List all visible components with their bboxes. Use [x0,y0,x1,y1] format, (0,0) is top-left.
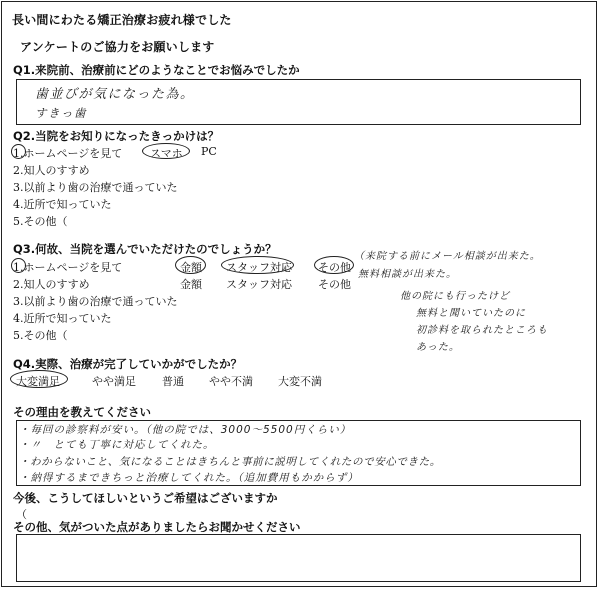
q1-answer-line1: 歯並びが気になった為。 [35,87,195,102]
q3-note-line3: 他の院にも行ったけど [400,291,510,302]
q4-option-somewhat-unsatisfied: やや不満 [209,375,253,388]
q2-option-1: 1.ホームページを見て [13,147,123,160]
q4-very-satisfied-circle-mark [10,370,68,388]
q3-option-1: 1.ホームページを見て [13,261,123,274]
q4-option-neutral: 普通 [162,375,184,388]
q2-option-4: 4.近所で知っていた [13,198,112,211]
reason-answer-box [16,420,581,486]
q3-other-label-1: その他 [318,261,351,274]
q3-staff-circle-mark [221,256,294,274]
hope-paren: （ [16,508,27,521]
q4-option-very-satisfied: 大変満足 [16,375,60,388]
q1-answer-line2: すきっ歯 [35,106,87,120]
q4-question: Q4.実際、治療が完了していかがでしたか？ [13,357,243,371]
reason-line3: ・わからないこと、気になることはきちんと事前に説明してくれたので安心できた。 [19,456,441,468]
q3-note-line2: 無料相談が出来た。 [358,269,457,280]
q2-smartphone-circle-mark [142,143,190,159]
q3-fee-circle-mark [175,256,206,274]
q3-note-line6: あった。 [416,342,460,353]
other-label: その他、気がついた点がありましたらお聞かせください [13,520,301,534]
q3-staff-label-2: スタッフ対応 [226,278,292,291]
q3-option-5: 5.その他（ [13,329,68,342]
q2-option-3: 3.以前より歯の治療で通っていた [13,181,178,194]
q3-question: Q3.何故、当院を選んでいただけたのでしょうか？ [13,242,277,256]
hope-label: 今後、こうしてほしいというご希望はございますか [13,491,278,505]
q3-option-4: 4.近所で知っていた [13,312,112,325]
q3-note-line1: （来院する前にメール相談が出来た。 [354,251,541,262]
q3-staff-label-1: スタッフ対応 [226,261,292,274]
reason-line1: ・毎回の診察料が安い。（他の院では、3000～5500円くらい） [19,424,352,436]
q2-sub-pc: PC [201,145,217,158]
q1-question: Q1.来院前、治療前にどのようなことでお悩みでしたか [13,63,300,77]
survey-sheet [1,1,597,587]
q2-sub-smartphone: スマホ [150,147,183,160]
q4-option-somewhat-satisfied: やや満足 [92,375,136,388]
reason-label: その理由を教えてください [13,405,151,419]
reason-line2: ・〃 とても丁寧に対応してくれた。 [19,439,215,451]
q2-option-5: 5.その他（ [13,215,68,228]
q3-fee-label-1: 金額 [180,261,202,274]
q2-option-2: 2.知人のすすめ [13,164,90,177]
q3-option-1-circle-mark [11,258,26,273]
q3-other-label-2: その他 [318,278,351,291]
other-answer-box [16,534,581,582]
reason-line4: ・納得するまできちっと治療してくれた。（追加費用もかからず） [19,472,359,484]
q1-answer-box [16,79,581,125]
q3-fee-label-2: 金額 [180,278,202,291]
q2-question: Q2.当院をお知りになったきっかけは？ [13,129,220,143]
q3-option-2: 2.知人のすすめ [13,278,90,291]
q3-other-circle-mark [314,256,354,274]
q2-option-1-circle-mark [11,144,26,159]
q4-option-very-unsatisfied: 大変不満 [278,375,322,388]
survey-title: 長い間にわたる矯正治療お疲れ様でした [12,13,232,27]
q3-option-3: 3.以前より歯の治療で通っていた [13,295,178,308]
q3-note-line4: 無料と聞いていたのに [416,308,526,319]
q3-note-line5: 初診料を取られたところも [416,325,548,336]
survey-subtitle: アンケートのご協力をお願いします [20,40,215,54]
